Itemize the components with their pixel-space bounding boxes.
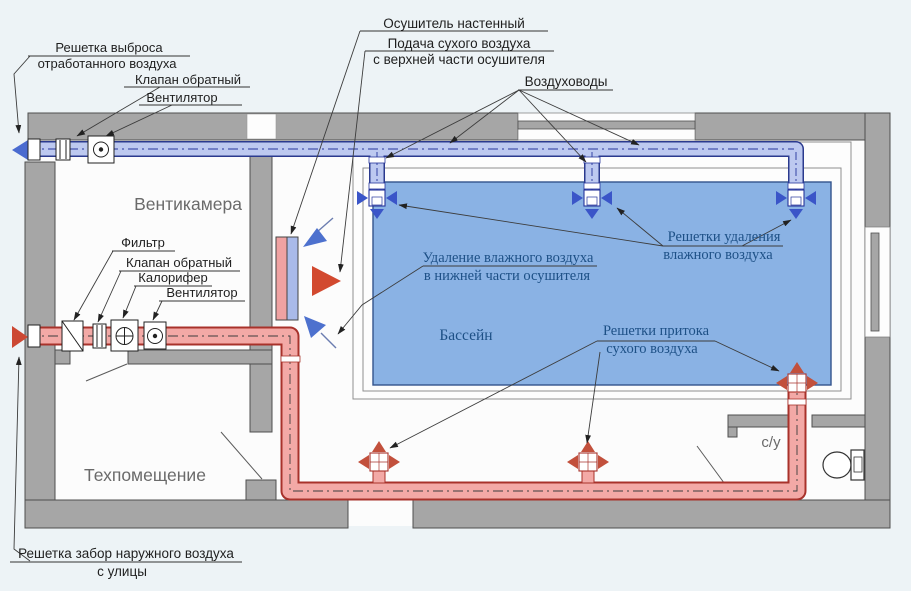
supply-wall-grille-icon <box>28 325 40 347</box>
wall-top-right <box>695 113 890 140</box>
label-dehumidifier: Осушитель настенный <box>383 16 525 31</box>
wall-bathroom-stub <box>728 427 737 437</box>
window-right <box>865 227 890 337</box>
label-outdoor-intake-2: с улицы <box>97 564 147 579</box>
duct-collar <box>788 399 806 405</box>
check-valve-top-icon <box>56 139 70 160</box>
label-supply-grilles-1: Решетки притока <box>602 323 710 339</box>
label-moist-removal-grilles-1: Решетки удаления <box>667 229 781 245</box>
duct-collar <box>281 356 300 362</box>
duct-collar <box>584 183 600 189</box>
label-check-valve-bottom: Клапан обратный <box>125 255 233 270</box>
label-pool: Бассейн <box>439 327 493 344</box>
label-fan-bottom: Вентилятор <box>166 285 238 300</box>
label-heater: Калорифер <box>138 270 208 285</box>
wall-ventchamber-south-stub <box>55 350 70 364</box>
duct-collar <box>788 183 804 189</box>
wall-bottom-left <box>25 500 348 528</box>
label-exhaust-grille-1: Решетка выброса <box>55 40 163 55</box>
label-dry-air-supply-1: Подача сухого воздуха <box>387 36 531 51</box>
label-fan-top: Вентилятор <box>146 90 218 105</box>
label-filter: Фильтр <box>121 235 165 250</box>
label-check-valve-top: Клапан обратный <box>134 72 242 87</box>
check-valve-bottom-icon <box>93 324 106 348</box>
filter-icon <box>62 321 83 351</box>
label-supply-grilles-2: сухого воздуха <box>606 341 698 357</box>
heater-icon <box>111 320 138 351</box>
wall-bottom-right <box>413 500 890 528</box>
toilet-icon <box>823 450 864 480</box>
label-moist-removal-grilles-2: влажного воздуха <box>663 247 773 263</box>
duct-collar <box>369 183 385 189</box>
label-moist-removal-2: в нижней части осушителя <box>423 268 591 284</box>
label-dry-air-supply-2: с верхней части осушителя <box>373 52 545 67</box>
wall-ventchamber-south <box>128 350 272 364</box>
dehumidifier-unit <box>276 237 298 320</box>
fan-top-icon <box>88 136 114 163</box>
wall-bathroom-right <box>812 415 865 427</box>
label-vent-chamber: Вентикамера <box>134 194 242 214</box>
label-wc: с/у <box>761 434 781 451</box>
label-ducts: Воздуховоды <box>524 74 608 89</box>
label-moist-removal-1: Удаление влажного воздуха <box>422 250 594 266</box>
exhaust-wall-grille-icon <box>28 139 40 160</box>
fan-bottom-icon <box>144 322 166 349</box>
duct-collar <box>369 157 385 163</box>
duct-collar <box>584 157 600 163</box>
wall-top-slot <box>247 114 276 139</box>
label-exhaust-grille-2: отработанного воздуха <box>37 56 177 71</box>
wall-techroom-east <box>250 364 272 432</box>
wall-bathroom-left <box>728 415 790 427</box>
wall-ventchamber-east <box>250 155 272 350</box>
label-outdoor-intake-1: Решетка забор наружного воздуха <box>18 546 234 561</box>
wall-techroom-stub <box>246 480 276 500</box>
label-tech-room: Техпомещение <box>84 465 206 485</box>
